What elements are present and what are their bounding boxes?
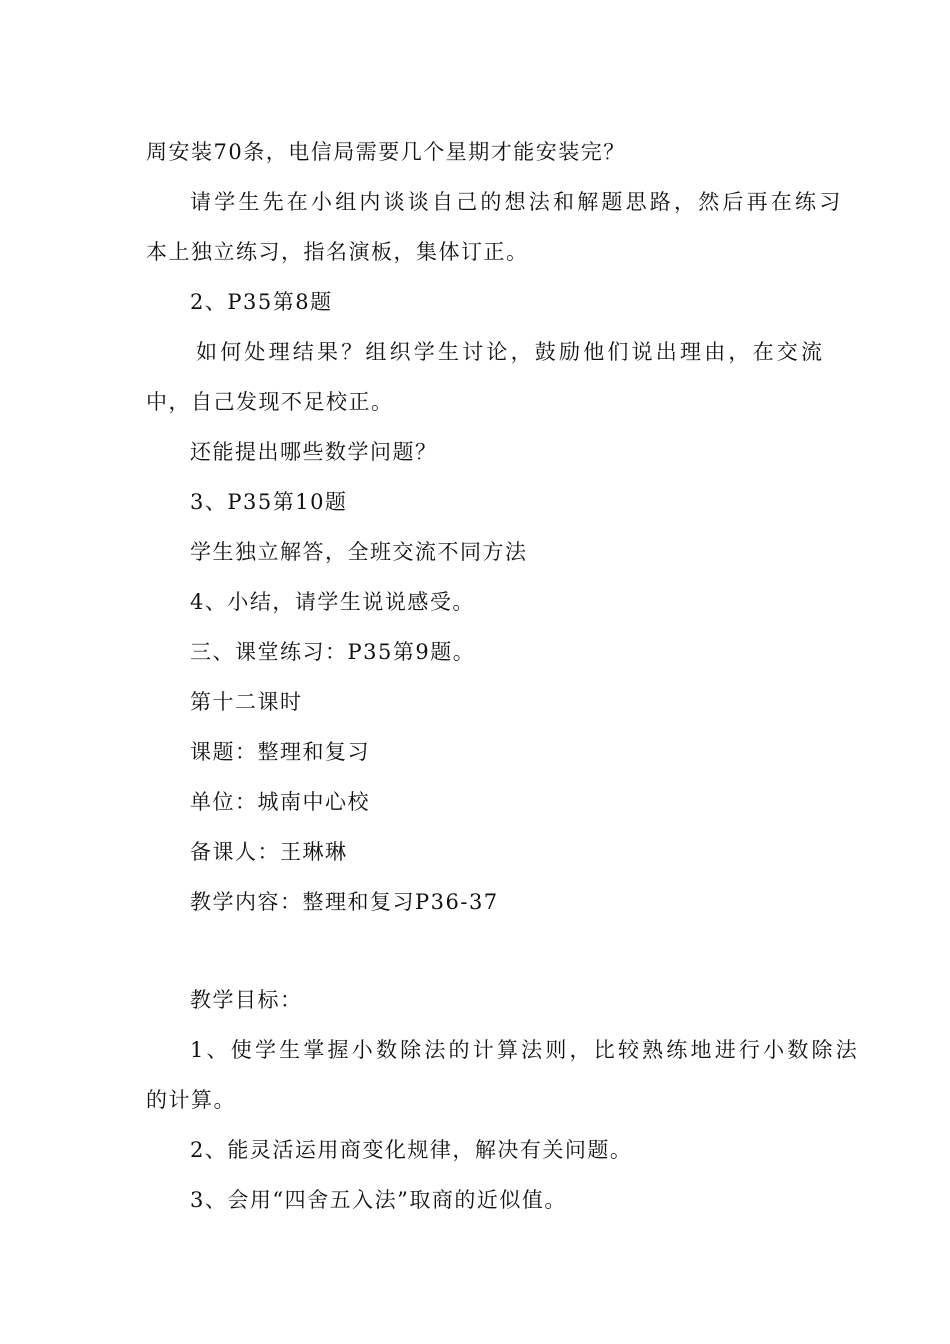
list-item-heading: 3、P35第10题 [190, 490, 348, 514]
paragraph-line: 如何处理结果？组织学生讨论，鼓励他们说出理由，在交流 [196, 340, 826, 364]
paragraph-line: 4、小结，请学生说说感受。 [190, 590, 475, 614]
lesson-topic: 课题：整理和复习 [190, 740, 370, 764]
paragraph-line: 3、会用“四舍五入法”取商的近似值。 [190, 1188, 567, 1212]
paragraph-line: 本上独立练习，指名演板，集体订正。 [146, 240, 529, 264]
paragraph-line: 还能提出哪些数学问题？ [190, 440, 438, 464]
paragraph-line: 周安装70条，电信局需要几个星期才能安装完？ [146, 140, 626, 164]
paragraph-line: 的计算。 [146, 1088, 236, 1112]
lesson-unit: 单位：城南中心校 [190, 790, 370, 814]
section-heading: 三、课堂练习：P35第9题。 [190, 640, 476, 664]
paragraph-line: 请学生先在小组内谈谈自己的想法和解题思路，然后再在练习 [190, 190, 844, 214]
paragraph-line: 1、使学生掌握小数除法的计算法则，比较熟练地进行小数除法 [190, 1038, 860, 1062]
paragraph-line: 中，自己发现不足校正。 [146, 390, 394, 414]
lesson-content: 教学内容：整理和复习P36-37 [190, 890, 499, 914]
paragraph-line: 学生独立解答，全班交流不同方法 [190, 540, 528, 564]
paragraph-line: 2、能灵活运用商变化规律，解决有关问题。 [190, 1138, 633, 1162]
section-heading: 教学目标： [190, 988, 303, 1012]
lesson-title: 第十二课时 [190, 690, 303, 714]
lesson-preparer: 备课人：王琳琳 [190, 840, 348, 864]
list-item-heading: 2、P35第8题 [190, 290, 333, 314]
